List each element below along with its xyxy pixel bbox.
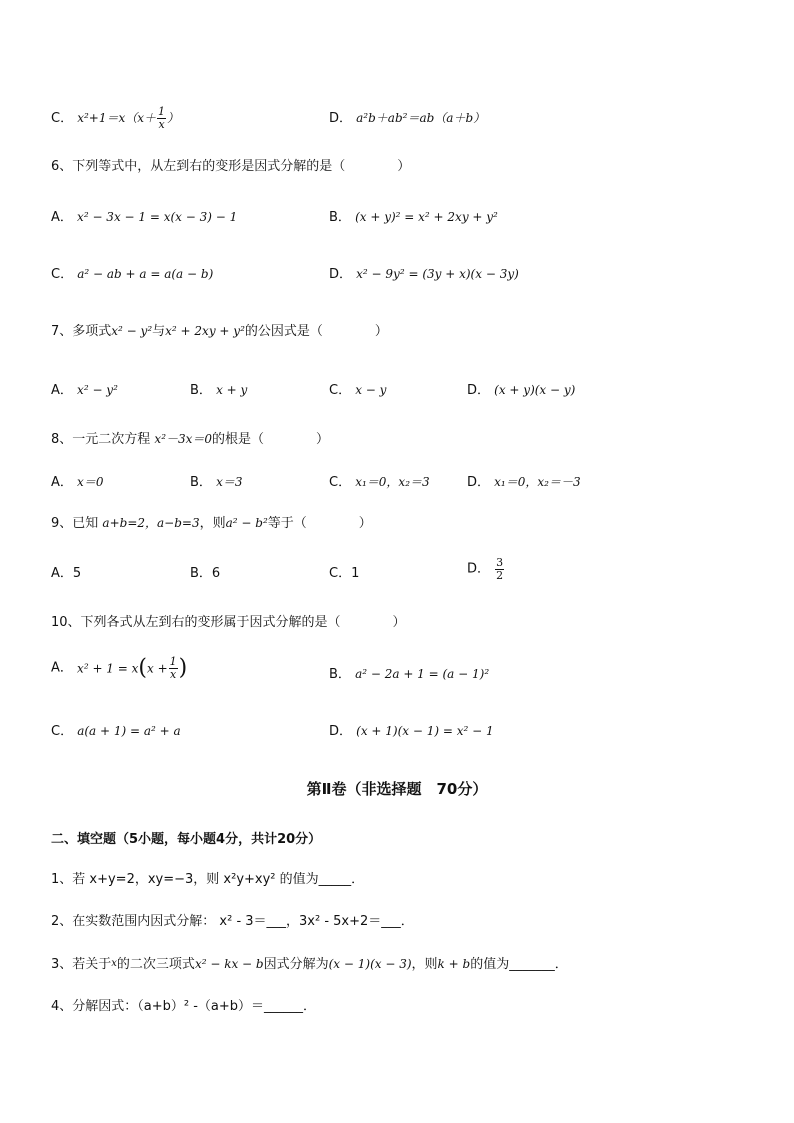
math-expression: (x + y)(x − y): [494, 383, 576, 397]
fraction: [157, 106, 166, 131]
q7-option-b[interactable]: [190, 381, 247, 400]
q8-option-b[interactable]: [190, 473, 242, 492]
stem-text: 的公因式是（ ）: [244, 324, 388, 339]
q7-option-d[interactable]: [467, 381, 575, 400]
q10-option-d[interactable]: [329, 722, 494, 741]
stem-text: 3、若关于: [51, 957, 112, 972]
fill-question-2: 2、在实数范围内因式分解： x² - 3＝___，3x² - 5x+2＝___．: [51, 914, 414, 929]
q6-option-d[interactable]: [329, 265, 519, 284]
math-expression: x + y: [216, 383, 248, 397]
q9-option-b[interactable]: B．6: [190, 566, 221, 581]
math-expression: x +: [147, 661, 168, 676]
math-expression: x² − 9y² = (3y + x)(x − 3y): [356, 267, 519, 281]
option-label: B．: [329, 210, 351, 225]
stem-text: ，则: [411, 957, 438, 972]
q7-option-a[interactable]: [51, 381, 118, 400]
math-expression: x²－3x＝0: [154, 432, 213, 446]
option-label: B．: [190, 475, 212, 490]
math-expression: x: [77, 111, 84, 125]
fraction-denominator: 2: [496, 569, 504, 582]
math-expression: a(a + 1) = a² + a: [77, 724, 181, 738]
option-label: D．: [329, 724, 353, 739]
fraction-numerator: 1: [158, 105, 166, 118]
q9-option-a[interactable]: A．5: [51, 566, 82, 581]
stem-text: 的根是（ ）: [212, 432, 330, 447]
question-10-stem: 10、下列各式从左到右的变形属于因式分解的是（ ）: [51, 615, 406, 630]
q9-option-d[interactable]: [467, 557, 505, 582]
q6-option-a[interactable]: [51, 208, 237, 227]
question-8-stem: [51, 430, 329, 449]
q8-option-d[interactable]: [467, 473, 581, 492]
q8-option-c[interactable]: [329, 473, 430, 492]
math-expression: x＝3: [216, 475, 243, 489]
stem-text: 8、一元二次方程: [51, 432, 151, 447]
option-label: A．: [51, 475, 73, 490]
math-expression: a+b=2，a−b=3: [102, 516, 200, 530]
stem-text: 因式分解为: [263, 957, 329, 972]
question-9-stem: [51, 514, 372, 533]
option-label: D．: [329, 111, 353, 126]
math-expression: a² − b²: [225, 516, 268, 530]
q5-option-c[interactable]: [51, 106, 179, 131]
math-expression: (x − 1)(x − 3): [328, 957, 412, 971]
fill-question-4: 4、分解因式：（a+b）² -（a+b）＝______．: [51, 999, 317, 1014]
fraction-numerator: 1: [169, 655, 177, 668]
section-title: 第Ⅱ卷（非选择题 70分）: [306, 780, 488, 798]
math-expression: x² + 2xy + y²: [165, 324, 245, 338]
option-label: C．: [329, 383, 352, 398]
open-paren: (: [138, 655, 147, 681]
option-label: B．: [329, 667, 351, 682]
option-label: C．: [329, 475, 352, 490]
math-expression: x₁＝0，x₂＝3: [355, 475, 430, 489]
question-7-stem: [51, 322, 388, 341]
math-expression: (x + 1)(x − 1) = x² − 1: [356, 724, 494, 738]
option-label: C．: [51, 724, 74, 739]
fraction-denominator: x: [158, 118, 165, 131]
stem-text: 的二次三项式: [116, 957, 195, 972]
stem-text: 的值为_______．: [470, 957, 568, 972]
q6-option-c[interactable]: [51, 265, 213, 284]
option-label: D．: [329, 267, 353, 282]
math-expression: x − y: [355, 383, 387, 397]
option-label: A．: [51, 660, 73, 676]
math-expression: ）: [167, 111, 180, 125]
math-expression: (x + y)² = x² + 2xy + y²: [355, 210, 498, 224]
stem-text: ，则: [199, 516, 226, 531]
q5-option-d[interactable]: [329, 109, 485, 128]
question-6-stem: 6、下列等式中，从左到右的变形是因式分解的是（ ）: [51, 159, 411, 174]
option-label: A．: [51, 383, 73, 398]
stem-text: 7、多项式: [51, 324, 112, 339]
q10-option-a[interactable]: [51, 656, 187, 681]
option-label: D．: [467, 475, 491, 490]
q8-option-a[interactable]: [51, 473, 103, 492]
stem-text: 与: [152, 324, 166, 339]
math-expression: x＝0: [77, 475, 104, 489]
q6-option-b[interactable]: [329, 208, 498, 227]
option-label: C．: [51, 267, 74, 282]
stem-text: 9、已知: [51, 516, 99, 531]
math-expression: x² − 3x − 1 = x(x − 3) − 1: [77, 210, 238, 224]
math-expression: x² + 1 = x: [77, 661, 139, 676]
fraction: [169, 656, 178, 681]
q9-option-c[interactable]: C．1: [329, 566, 360, 581]
option-label: A．: [51, 210, 73, 225]
option-label: C．: [51, 111, 74, 126]
math-expression: x² − kx − b: [194, 957, 264, 971]
math-expression: a²b＋ab²＝ab（a＋b）: [356, 111, 486, 125]
math-expression: x: [111, 958, 117, 969]
option-label: D．: [467, 561, 491, 577]
fill-question-1: 1、若 x+y=2，xy=−3，则 x²y+xy² 的值为_____．: [51, 872, 365, 887]
q10-option-c[interactable]: [51, 722, 181, 741]
fraction-numerator: 3: [496, 556, 504, 569]
math-expression: x² − y²: [111, 324, 153, 338]
option-label: B．: [190, 383, 212, 398]
math-expression: ²+1＝x（x＋: [84, 111, 157, 125]
fraction: [495, 557, 504, 582]
fraction-denominator: x: [170, 668, 177, 681]
q10-option-b[interactable]: [329, 665, 489, 684]
math-expression: x² − y²: [77, 383, 118, 397]
math-expression: a² − 2a + 1 = (a − 1)²: [355, 667, 490, 681]
math-expression: a² − ab + a = a(a − b): [77, 267, 214, 281]
math-expression: x₁＝0，x₂＝－3: [494, 475, 581, 489]
stem-text: 等于（ ）: [267, 516, 372, 531]
part-heading: 二、填空题（5小题，每小题4分，共计20分）: [51, 832, 322, 847]
math-expression: k + b: [437, 957, 471, 971]
fill-question-3: [51, 955, 568, 974]
option-label: D．: [467, 383, 491, 398]
q7-option-c[interactable]: [329, 381, 386, 400]
close-paren: ): [178, 655, 188, 681]
